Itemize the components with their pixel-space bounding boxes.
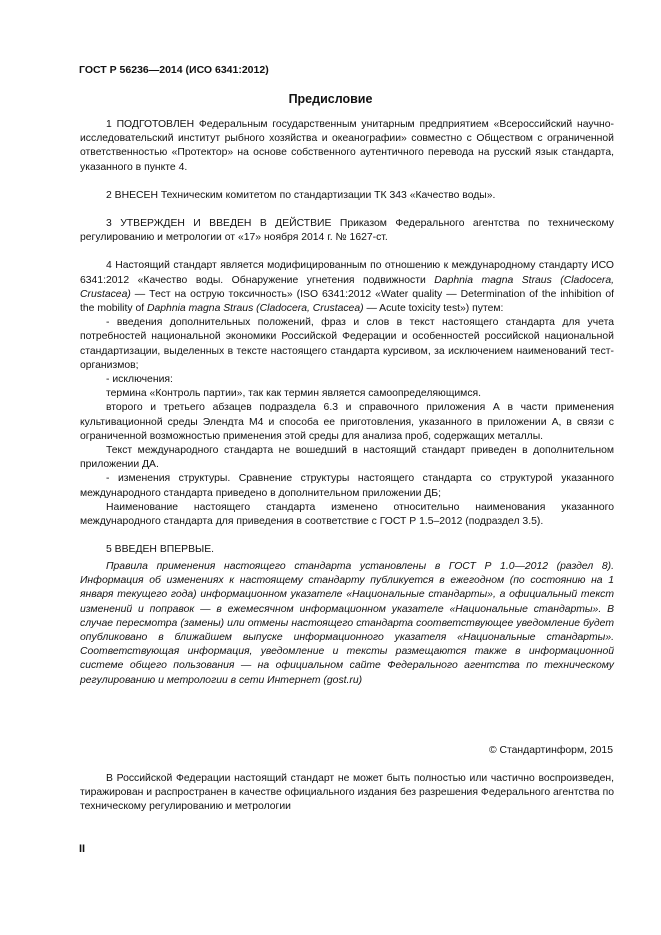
- usage-notice: Правила применения настоящего стандарта установлены в ГОСТ Р 1.0—2012 (раздел 8). Информация об изменениях к настоящему стандарту публикуется в ежегодном (по состоянию на 1 января текущего года) информационном указателе «Национальные стандарты», а официальный текст изменений и поправок — в ежемесячном информационном указателе «Национальные стандарты». В случае пересмотра (замены) или отмены настоящего стандарта соответствующее уведомление будет опубликовано в ближайшем выпуске информационного указателя «Национальные стандарты». Соответствующая информация, уведомление и тексты размещаются также в информационной системе общего пользования — на официальном сайте Федерального агентства по техническому регулированию и метрологии в сети Интернет (gost.ru): [80, 561, 614, 686]
- paragraph-1: 1 ПОДГОТОВЛЕН Федеральным государственным унитарным предприятием «Всероссийский научно-исследовательский институт рыбного хозяйства и океанографии» совместно с Обществом с ограниченной ответственностью «Протектор» на основе собственного аутентичного перевода на русский язык стандарта, указанного в пункте 4.: [80, 119, 614, 173]
- p4-text-c: — Тест на острую токсичность» (ISO 6341:2012 «Water quality — Determination of the inhibition of the mobility of: [80, 288, 614, 315]
- p4-line: - исключения:: [106, 374, 173, 386]
- p4-species-1: Daphnia magna Straus (Cladocera, Crustacea): [80, 274, 614, 300]
- paragraph-2: 2 ВНЕСЕН Техническим комитетом по стандартизации ТК 343 «Качество воды».: [106, 189, 496, 201]
- p4-line: - введения дополнительных положений, фраз и слов в текст настоящего стандарта для учета потребностей национальной экономики Российской Федерации и особенностей российской национальной стандартизации, выделенных в тексте настоящего стандарта курсивом, за исключением наименований тест-организмов;: [80, 317, 614, 371]
- p4-text-a: 4 Настоящий стандарт является модифицированным по отношению к международному стандарту ИСО 6341:2012 «Качество воды. Обнаружение угнетения подвижности: [80, 260, 614, 286]
- paragraph-5: 5 ВВЕДЕН ВПЕРВЫЕ.: [106, 544, 215, 556]
- reproduction-notice: В Российской Федерации настоящий стандарт не может быть полностью или частично воспроизведен, тиражирован и распространен в качестве официального издания без разрешения Федерального агентства по техническому регулированию и метрологии: [80, 773, 614, 813]
- p4-line: - изменения структуры. Сравнение структуры настоящего стандарта со структурой указанного международного стандарта приведено в дополнительном приложении ДБ;: [80, 473, 614, 499]
- document-header: ГОСТ Р 56236—2014 (ИСО 6341:2012): [79, 64, 269, 76]
- copyright: © Стандартинформ, 2015: [488, 745, 613, 756]
- p4-line: Текст международного стандарта не вошедший в настоящий стандарт приведен в дополнительном приложении ДА.: [80, 445, 614, 471]
- p4-line: Наименование настоящего стандарта изменено относительно наименования указанного международного стандарта для приведения в соответствие с ГОСТ Р 1.5–2012 (подраздел 3.5).: [80, 501, 614, 528]
- paragraph-3: 3 УТВЕРЖДЕН И ВВЕДЕН В ДЕЙСТВИЕ Приказом Федерального агентства по техническому регулированию и метрологии от «17» ноября 2014 г. № 1627-ст.: [80, 218, 614, 244]
- p4-line: второго и третьего абзацев подраздела 6.3 и справочного приложения А в части применения культивационной среды Элендта М4 и способа ее приготовления, указанного в приложении А, в связи с ограниченной возможностью применения этой среды для анализа проб, содержащих металлы.: [80, 402, 614, 442]
- section-title: Предисловие: [288, 92, 373, 106]
- page-number: II: [79, 843, 86, 855]
- foreword-body: [80, 118, 614, 557]
- paragraph-4: [80, 259, 614, 316]
- p4-species-2: Daphnia magna Straus (Cladocera, Crustacea): [147, 303, 364, 315]
- p4-text-e: — Acute toxicity test») путем:: [363, 303, 504, 315]
- p4-line: термина «Контроль партии», так как термин является самоопределяющимся.: [106, 388, 482, 400]
